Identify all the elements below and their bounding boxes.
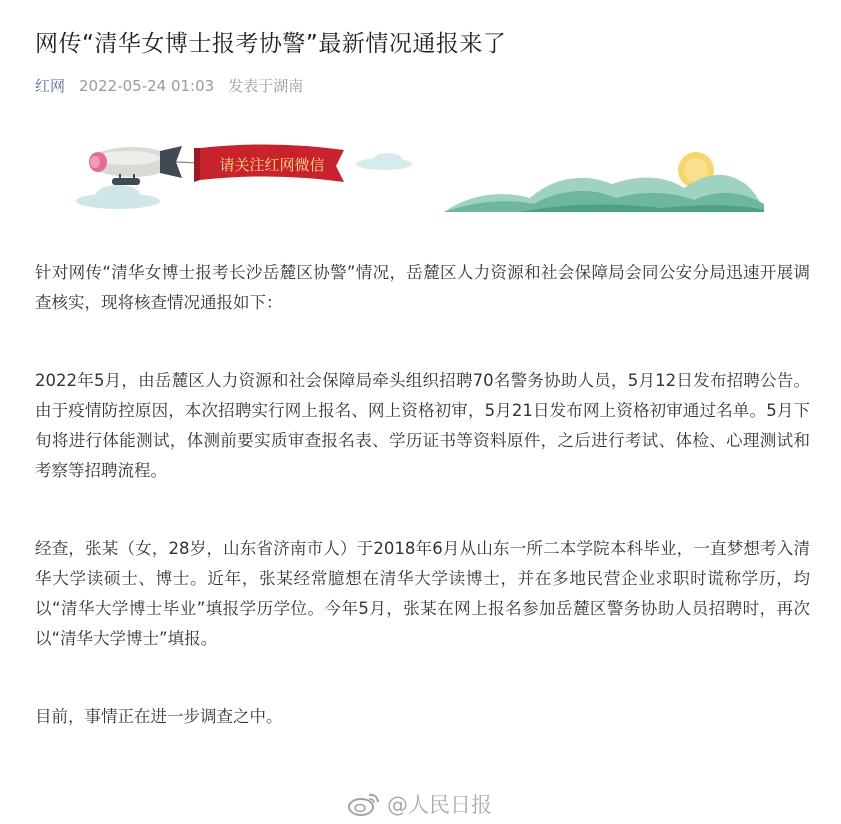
watermark [347, 789, 492, 819]
source-link[interactable]: 红网 [35, 77, 66, 95]
paragraph-status: 目前，事情正在进一步调查之中。 [35, 707, 283, 726]
publish-location: 发表于湖南 [228, 77, 304, 95]
article-body [35, 258, 810, 732]
blimp-icon [89, 146, 200, 185]
follow-banner[interactable] [0, 138, 841, 218]
follow-ribbon-text: 请关注红网微信 [219, 156, 325, 174]
paragraph-recruitment: 2022年5月，由岳麓区人力资源和社会保障局牵头组织招聘70名警务协助人员，5月12日发布招聘公告。由于疫情防控原因，本次招聘实行网上报名、网上资格初审，5月21日发布网上资格初审通过名单。5月下旬将进行体能测试，体测前要实质审查报名表、学历证书等资料原件，之后进行考试、体检、心理测试和考察等招聘流程。 [35, 371, 810, 480]
hills-illustration [444, 175, 764, 212]
follow-ribbon[interactable] [194, 144, 344, 182]
paragraph-findings: 经查，张某（女，28岁，山东省济南市人）于2018年6月从山东一所二本学院本科毕业，一直梦想考入清华大学读硕士、博士。近年，张某经常臆想在清华大学读博士，并在多地民营企业求职时谎称学历，均以“清华大学博士毕业”填报学历学位。今年5月，张某在网上报名参加岳麓区警务协助人员招聘时，再次以“清华大学博士”填报。 [35, 539, 810, 648]
article-meta [35, 75, 303, 97]
publish-date: 2022-05-24 01:03 [79, 77, 215, 95]
article-title: 网传“清华女博士报考协警”最新情况通报来了 [35, 31, 507, 57]
paragraph-intro: 针对网传“清华女博士报考长沙岳麓区协警”情况，岳麓区人力资源和社会保障局会同公安分局迅速开展调查核实，现将核查情况通报如下： [35, 263, 810, 312]
weibo-icon [347, 791, 381, 817]
cloud-icon [76, 185, 160, 209]
watermark-text: @人民日报 [387, 793, 492, 817]
